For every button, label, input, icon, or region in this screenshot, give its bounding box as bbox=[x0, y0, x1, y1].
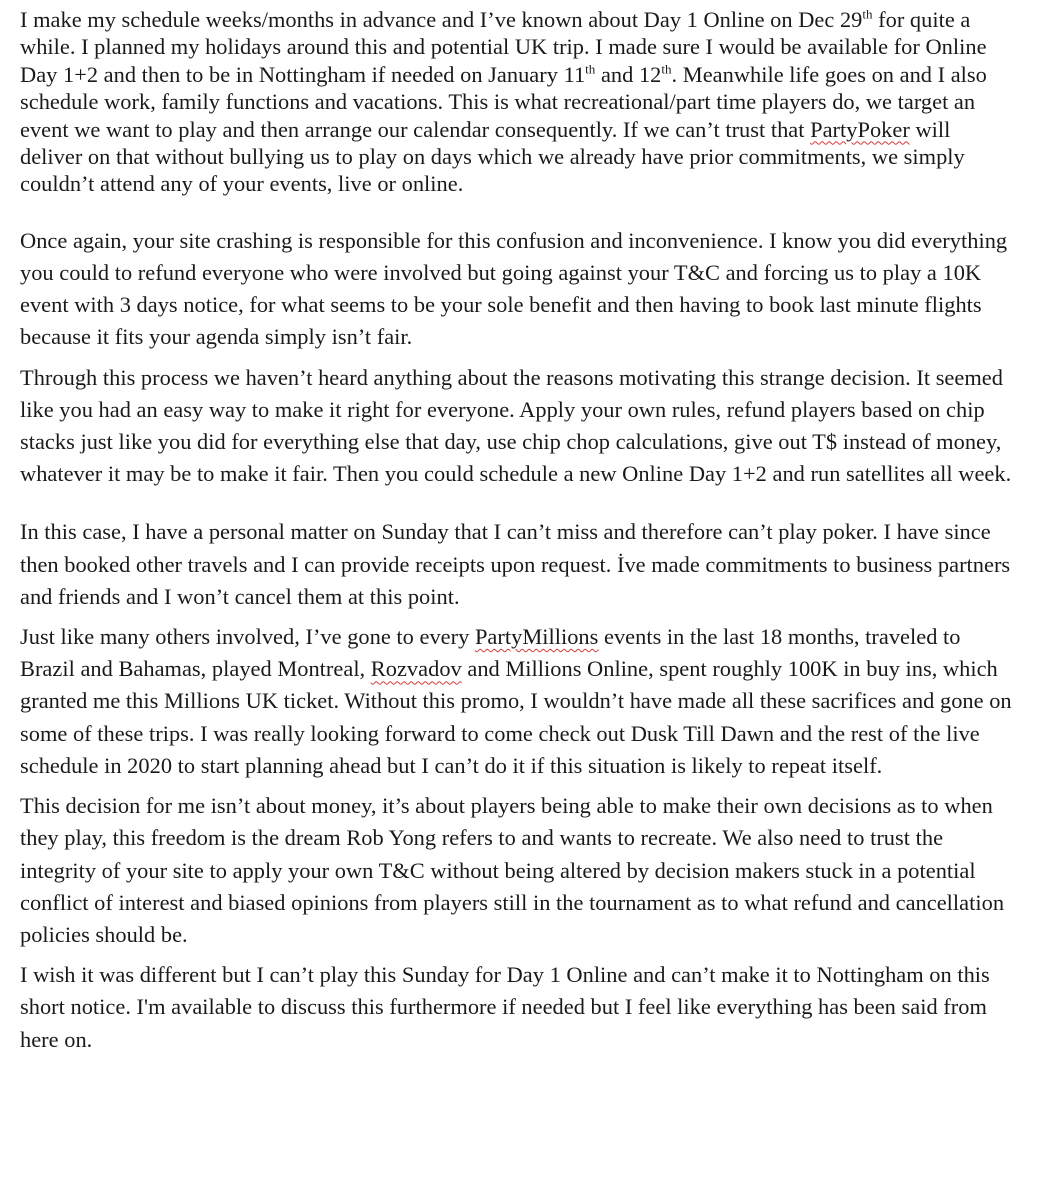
spellcheck-word: PartyPoker bbox=[810, 116, 910, 142]
paragraph-schedule: I make my schedule weeks/months in advance and I’ve known about Day 1 Online on Dec 29th for quite a while. I planned my holidays around this and potential UK trip. I made sure I would be available for Online Day 1+2 and then to be in Nottingham if needed on January 11th and 12th. Meanwhile life goes on and I also schedule work, family functions and vacations. This is what recreational/part time players do, we target an event we want to play and then arrange our calendar consequently. If we can’t trust that PartyPoker will deliver on that without bullying us to play on days which we already have prior commitments, we simply couldn’t attend any of your events, live or online. bbox=[20, 6, 987, 197]
paragraph-site-crash: Once again, your site crashing is responsible for this confusion and inconvenience. I know you did everything you could to refund everyone who were involved but going against your T&C and forcing us to play a 10K event with 3 days notice, for what seems to be your sole benefit and then having to book last minute flights because it fits your agenda simply isn’t fair. bbox=[20, 227, 1008, 350]
spellcheck-word: Rozvadov bbox=[370, 656, 462, 682]
paragraph-decision: This decision for me isn’t about money, it’s about players being able to make their own decisions as to when they play, this freedom is the dream Rob Yong refers to and wants to recreate. We also need to trust the integrity of your site to apply your own T&C without being altered by decision makers stuck in a potential conflict of interest and biased opinions from players still in the tournament as to what refund and cancellation policies should be. bbox=[20, 793, 1005, 947]
document-body bbox=[20, 6, 1012, 1056]
paragraph-process: Through this process we haven’t heard anything about the reasons motivating this strange decision. It seemed like you had an easy way to make it right for everyone. Apply your own rules, refund players based on chip stacks just like you did for everything else that day, use chip chop calculations, give out T$ instead of money, whatever it may be to make it fair. Then you could schedule a new Online Day 1+2 and run satellites all week. bbox=[20, 364, 1012, 487]
spellcheck-word: PartyMillions bbox=[474, 624, 599, 650]
paragraph-history: Just like many others involved, I’ve gone to every PartyMillions events in the last 18 months, traveled to Brazil and Bahamas, played Montreal, Rozvadov and Millions Online, spent roughly 100K in buy ins, which granted me this Millions UK ticket. Without this promo, I wouldn’t have made all these sacrifices and gone on some of these trips. I was really looking forward to come check out Dusk Till Dawn and the rest of the live schedule in 2020 to start planning ahead but I can’t do it if this situation is likely to repeat itself. bbox=[20, 624, 1012, 778]
paragraph-personal-matter: In this case, I have a personal matter on Sunday that I can’t miss and therefore can’t play poker. I have since then booked other travels and I can provide receipts upon request. İve made commitments to business partners and friends and I won’t cancel them at this point. bbox=[20, 519, 1011, 609]
paragraph-closing: I wish it was different but I can’t play this Sunday for Day 1 Online and can’t make it to Nottingham on this short notice. I'm available to discuss this furthermore if needed but I feel like everything has been said from here on. bbox=[20, 962, 990, 1052]
